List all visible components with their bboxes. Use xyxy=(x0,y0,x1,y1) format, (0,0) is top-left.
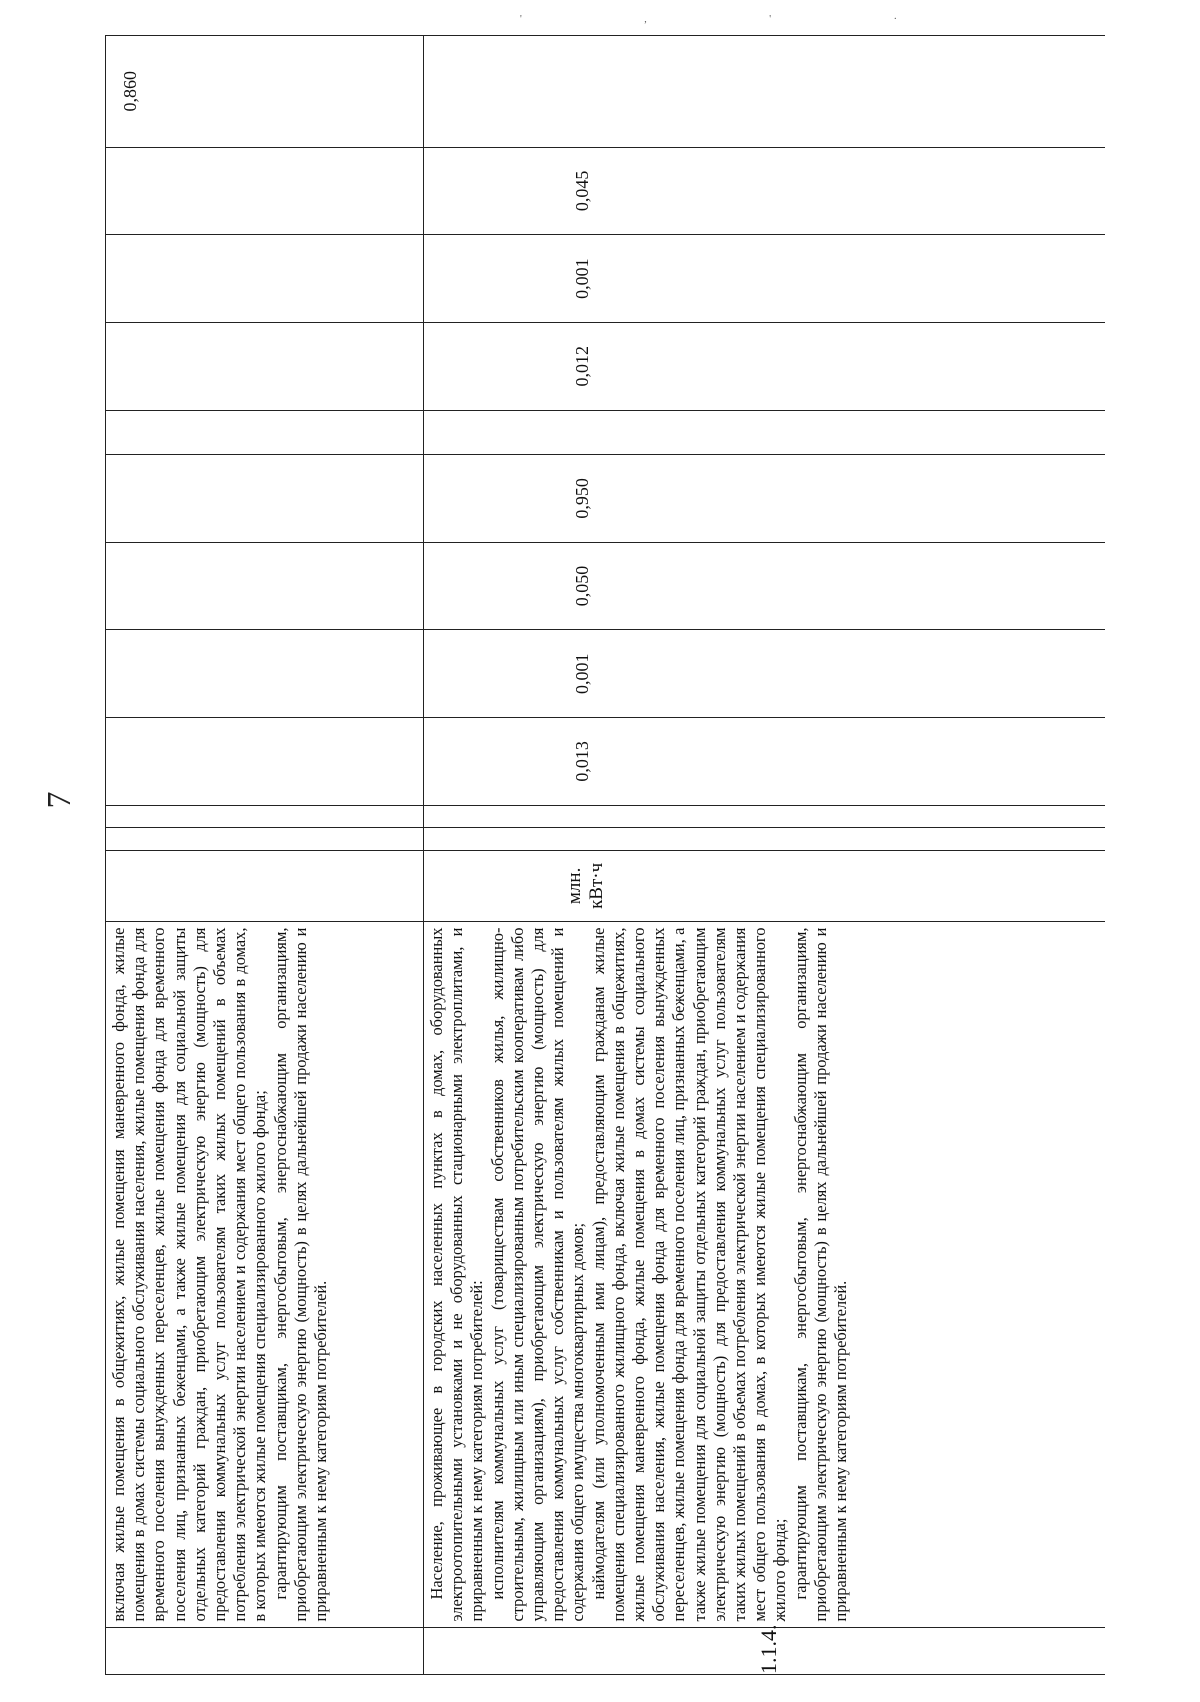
landscape-sheet xyxy=(105,35,1105,1675)
description-paragraph: гарантирующим поставщикам, энергосбытовым, энергоснабжающим организациям, приобретающим электрическую энергию (мощность) в целях дальнейшей продажи населению и приравненным к нему категориям потребителей. xyxy=(790,927,851,1622)
empty-cell xyxy=(424,805,1106,828)
value-cell xyxy=(106,147,424,235)
value-text: 0,050 xyxy=(572,565,592,607)
unit-cell xyxy=(424,851,1106,921)
unit-cell xyxy=(106,851,424,921)
value-text: 0,950 xyxy=(572,478,592,519)
value-cell xyxy=(424,542,1106,630)
value-text: 0,045 xyxy=(572,170,592,212)
value-text: 0,012 xyxy=(572,346,592,387)
description-paragraph: наймодателям (или уполномоченным ими лицам), предоставляющим гражданам жилые помещения специализированного жилищного фонда, включая жилые помещения в общежитиях, жилые помещения маневренного фонда, жилые помещения в домах системы социального обслуживания населения, жилые помещения фонда для временного поселения вынужденных переселенцев, жилые помещения фонда для временного поселения лиц, признанных беженцами, а также жилые помещения для социальной защиты отдельных категорий граждан, приобретающим электрическую энергию (мощность) для предоставления коммунальных услуг пользователям таких жилых помещений в объемах потребления электрической энергии населением и содержания мест общего пользования в домах, в которых имеются жилые помещения специализированного жилого фонда; xyxy=(588,927,790,1622)
value-cell xyxy=(106,36,424,148)
description-cell xyxy=(424,921,1106,1628)
empty-cell xyxy=(106,410,424,454)
value-cell xyxy=(424,322,1106,410)
scan-specks: ' , ' · xyxy=(520,14,957,25)
page-number: 7 xyxy=(41,791,78,809)
row-number: 1.1.4. xyxy=(756,1624,781,1674)
empty-cell xyxy=(424,410,1106,454)
value-text: 0,001 xyxy=(572,258,592,299)
description-cell xyxy=(106,921,424,1628)
table-row xyxy=(424,36,1106,1675)
empty-cell xyxy=(424,828,1106,851)
value-cell xyxy=(424,36,1106,148)
row-number-cell xyxy=(106,1628,424,1675)
value-cell xyxy=(106,235,424,323)
empty-cell xyxy=(106,805,424,828)
value-text: 0,013 xyxy=(572,741,592,782)
rotated-frame xyxy=(105,35,1105,1675)
value-cell xyxy=(106,718,424,806)
value-text: 0,001 xyxy=(572,653,592,694)
table-row xyxy=(106,36,424,1675)
unit-text: млн. кВт·ч xyxy=(564,862,607,909)
description-paragraph: включая жилые помещения в общежитиях, жилые помещения маневренного фонда, жилые помещения в домах системы социального обслуживания населения, жилые помещения фонда для временного поселения вынужденных переселенцев, жилые помещения фонда для временного поселения лиц, признанных беженцами, а также жилые помещения для социальной защиты отдельных категорий граждан, приобретающим электрическую энергию (мощность) для предоставления коммунальных услуг пользователям таких жилых помещений в объемах потребления электрической энергии населением и содержания мест общего пользования в домах, в которых имеются жилые помещения специализированного жилого фонда; xyxy=(109,927,270,1622)
value-cell xyxy=(106,322,424,410)
value-cell xyxy=(424,235,1106,323)
empty-cell xyxy=(106,828,424,851)
value-cell xyxy=(106,455,424,543)
value-cell xyxy=(424,718,1106,806)
tariff-table xyxy=(105,35,1105,1675)
description-paragraph: исполнителям коммунальных услуг (товариществам собственников жилья, жилищно-строительным, жилищным или иным специализированным потребительским кооперативам либо управляющим организациям), приобретающим электрическую энергию (мощность) для предоставления коммунальных услуг собственникам и пользователям жилых помещений и содержания общего имущества многоквартирных домов; xyxy=(487,927,588,1622)
value-cell xyxy=(424,147,1106,235)
description-paragraph: гарантирующим поставщикам, энергосбытовым, энергоснабжающим организациям, приобретающим электрическую энергию (мощность) в целях дальнейшей продажи населению и приравненным к нему категориям потребителей. xyxy=(270,927,331,1622)
description-paragraph: Население, проживающее в городских населенных пунктах в домах, оборудованных электроотопительными установками и не оборудованных стационарными электроплитами, и приравненным к нему категориям потребителей: xyxy=(427,927,487,1622)
value-cell xyxy=(106,630,424,718)
row-number-cell xyxy=(424,1624,1106,1675)
value-cell xyxy=(106,542,424,630)
value-text: 0,860 xyxy=(120,71,140,112)
value-cell xyxy=(424,455,1106,543)
value-cell xyxy=(424,630,1106,718)
